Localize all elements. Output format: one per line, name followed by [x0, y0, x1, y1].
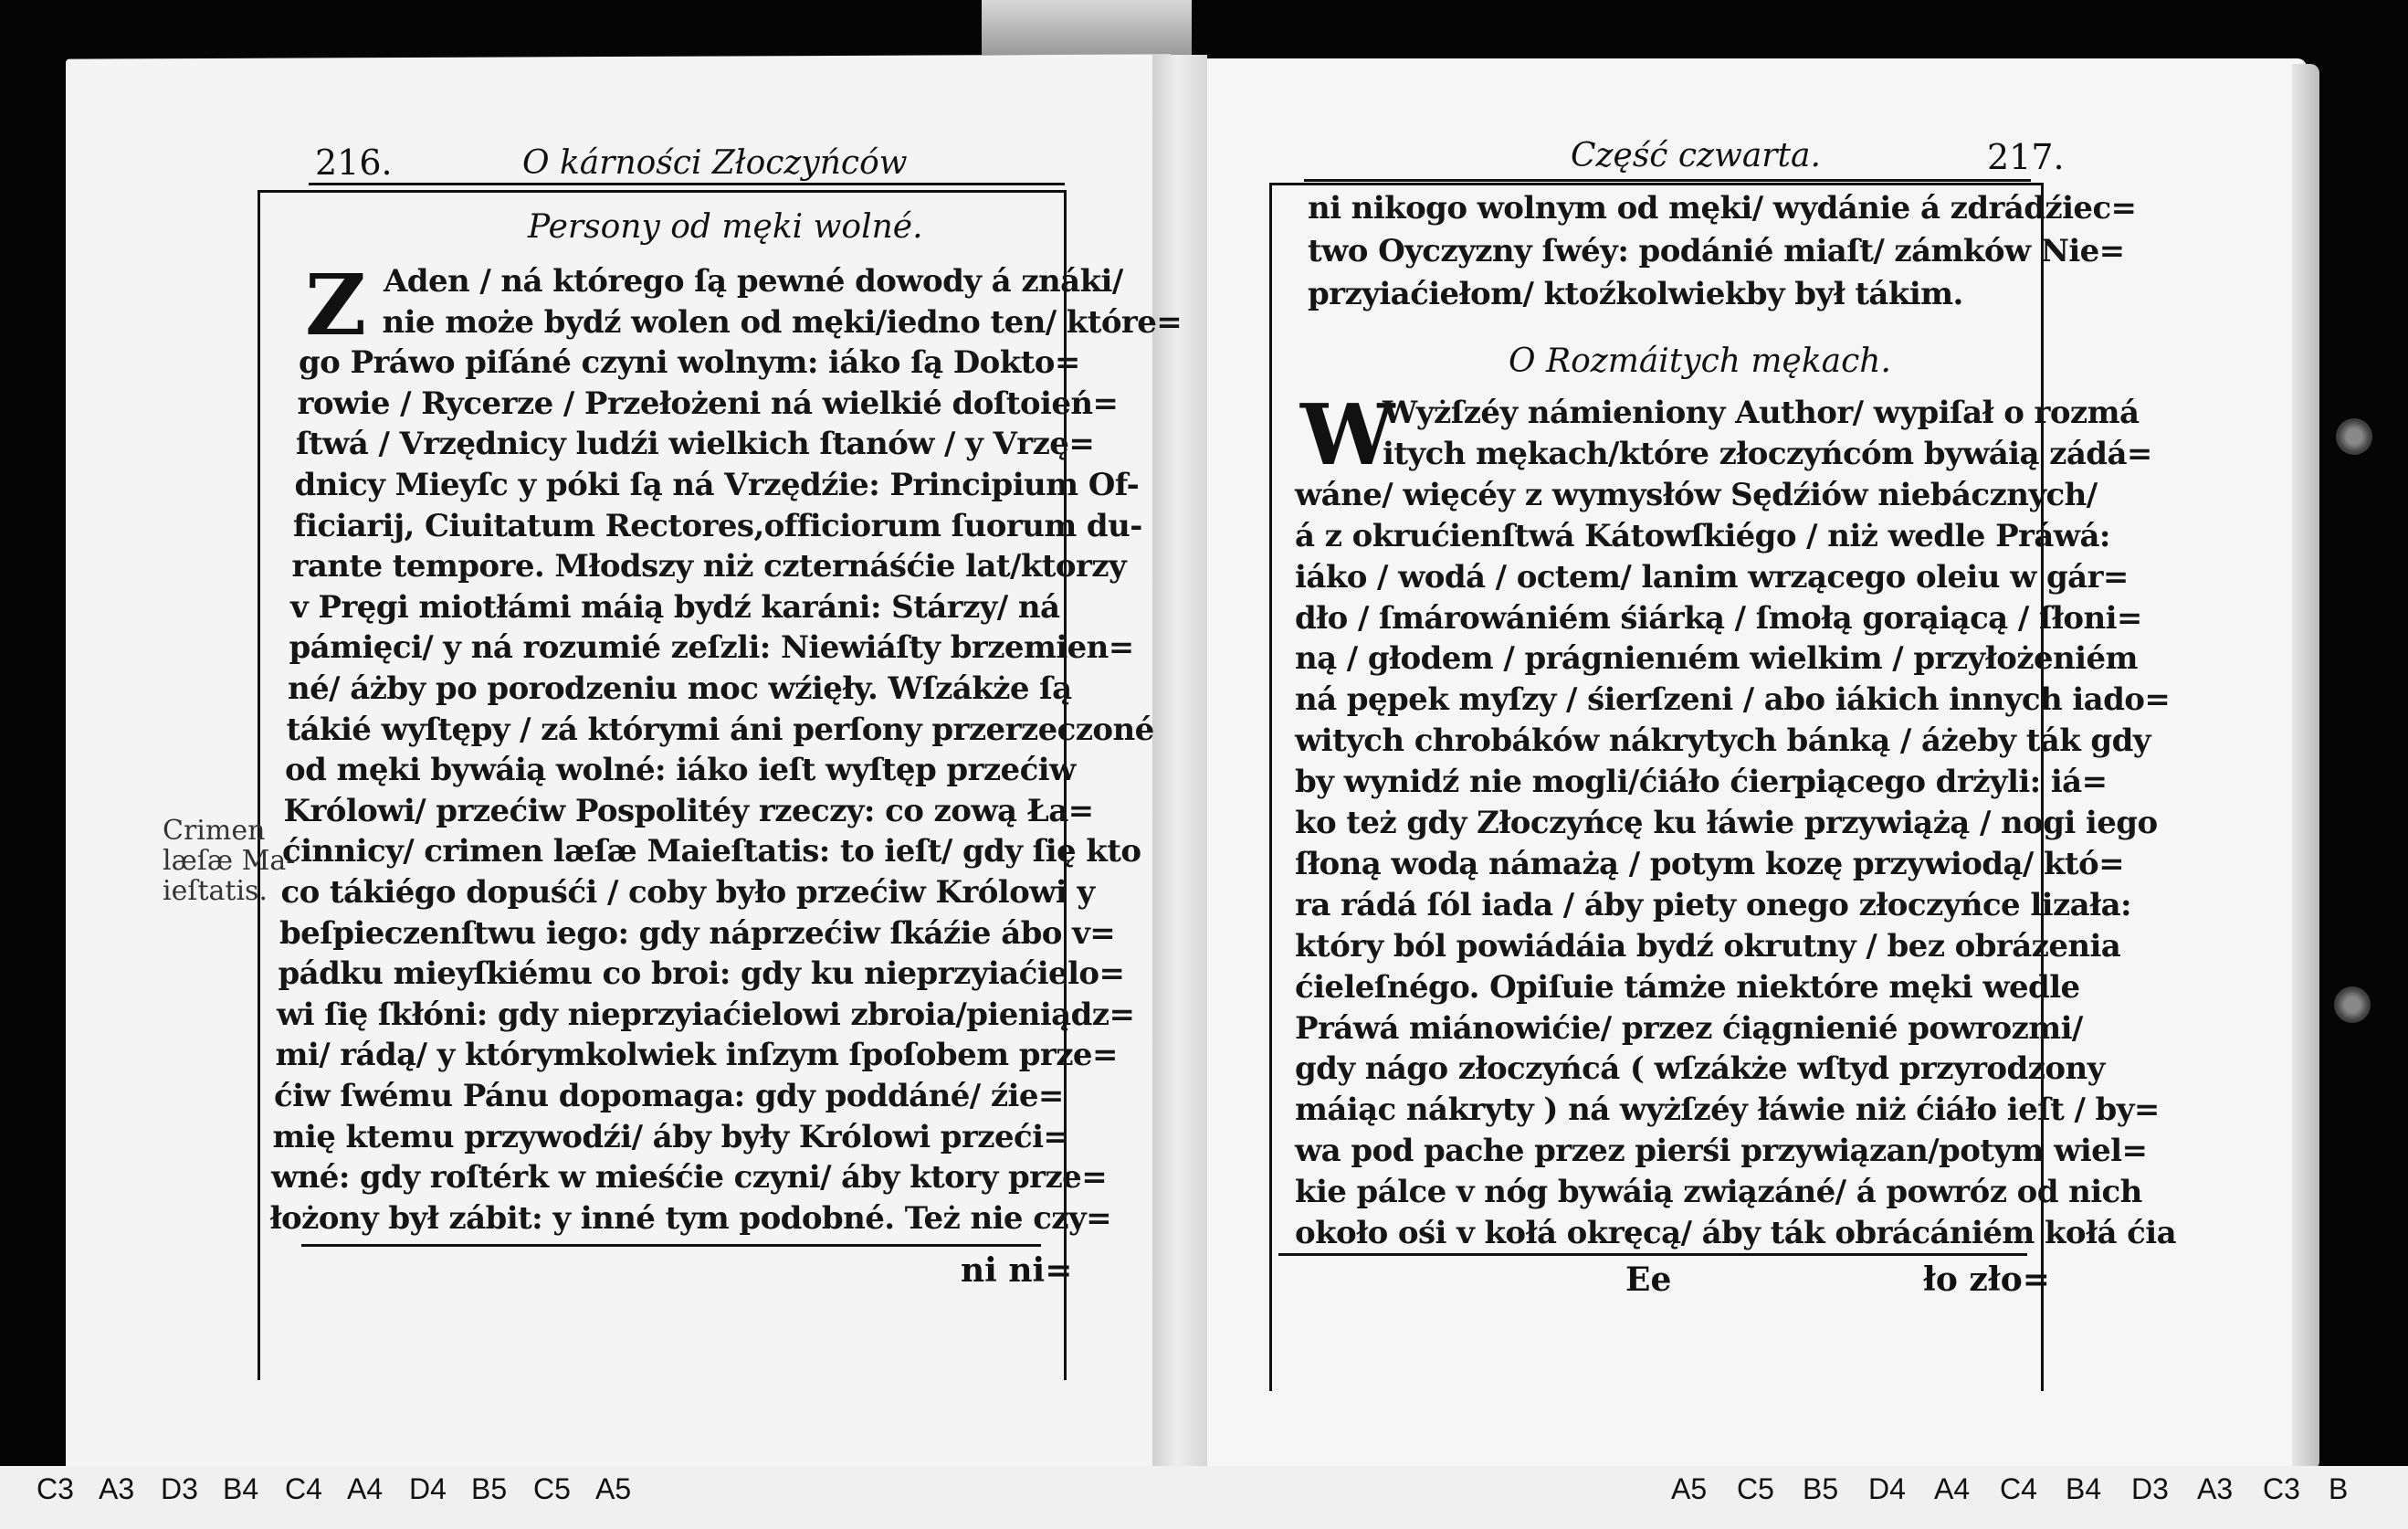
text-line: witych chrobáków nákrytych bánką / áżeby ták gdy [1295, 722, 2150, 760]
text-line: né/ áżby po porodzeniu moc wźięły. Wſzákże ſą [288, 670, 1072, 707]
text-line: ra rádá ſól iada / áby piety onego złoczyńce lizała: [1295, 886, 2131, 923]
text-line: by wynidź nie mogli/ćiáło ćierpiącego drżyli: iá= [1295, 764, 2108, 801]
text-line: máiąc nákryty ) ná wyżſzéy łáwie niż ćiáło ieſt / by= [1295, 1091, 2160, 1129]
film-mark: B4 [2066, 1472, 2102, 1505]
film-mark: D4 [1868, 1472, 1906, 1505]
text-line: á z okrućienſtwá Kátowſkiégo / niż wedle Práwá: [1295, 517, 2110, 554]
binding-hole [2336, 418, 2372, 455]
film-mark: A3 [2197, 1472, 2234, 1505]
left-foot-rule [301, 1244, 1041, 1247]
margin-note-line: læſæ Ma- [163, 845, 296, 877]
film-mark: A3 [99, 1472, 135, 1505]
text-line: ná pępek myſzy / śierſzeni / abo iákich innych iado= [1295, 681, 2171, 719]
film-mark: C5 [533, 1472, 571, 1505]
signature-mark: Ee [1625, 1260, 1672, 1299]
text-line: wi ſię ſkłóni: gdy nieprzyiaćielowi zbroia/pieniądz= [277, 996, 1135, 1033]
text-line: Aden / ná którego ſą pewné dowody á znáki/ [384, 263, 1123, 300]
text-line: beſpieczenſtwu iego: gdy náprzećiw ſkáźie ábo v= [279, 914, 1116, 952]
film-mark: D3 [161, 1472, 198, 1505]
film-mark: D3 [2131, 1472, 2169, 1505]
text-line: v Pręgi miotłámi máią bydź karáni: Stárzy/ ná [290, 588, 1060, 626]
text-line: nie może bydź wolen od męki/iedno ten/ które= [382, 303, 1183, 341]
text-line: ną / głodem / prágnienıém wielkim / przyłożeniém [1295, 640, 2138, 678]
film-mark: A4 [347, 1472, 384, 1505]
left-folio: 216. [315, 142, 393, 183]
film-mark: B5 [1803, 1472, 1839, 1505]
text-line: Wyżſzéy námieniony Author/ wypiſał o rozmá [1383, 395, 2140, 431]
text-line: itych mękach/które złoczyńcóm bywáią zádá= [1383, 435, 2152, 472]
film-mark: C5 [1737, 1472, 1774, 1505]
film-mark: B [2329, 1472, 2349, 1505]
text-line: ko też gdy Złoczyńcę ku łáwie przywiążą / nogi iego [1295, 805, 2158, 841]
right-running-head: Część czwarta. [1571, 137, 1821, 174]
right-section-heading: O Rozmáitych mękach. [1509, 343, 1891, 380]
text-line: pádku mieyſkiému co broi: gdy ku nieprzyiaćielo= [278, 955, 1125, 993]
binding-hole [2334, 986, 2371, 1023]
right-foot-rule [1278, 1253, 2027, 1256]
text-line: wné: gdy roſtérk w mieśćie czyni/ áby ktory prze= [271, 1159, 1108, 1197]
right-catchword: ło zło= [1923, 1260, 2050, 1299]
text-line: dnicy Mieyſc y póki ſą ná Vrzędźie: Principium Of- [294, 467, 1140, 503]
text-line: pámięci/ y ná rozumié zeſzli: Niewiáſty brzemien= [289, 629, 1134, 667]
scanner-light [982, 0, 1192, 55]
film-mark: C4 [285, 1472, 322, 1505]
text-line: ſłoną wodą námażą / potym kozę przywiodą/ któ= [1295, 845, 2124, 882]
text-line: rowie / Rycerze / Przełożeni ná wielkié doſtoień= [297, 385, 1119, 422]
text-line: około ośi v kołá okręcą/ áby ták obrácániém kołá ćia [1295, 1215, 2176, 1251]
film-mark: B4 [223, 1472, 259, 1505]
film-mark: C3 [37, 1472, 74, 1505]
text-line: mię ktemu przywodźi/ áby były Królowi przeći= [272, 1118, 1069, 1155]
right-head-rule [1304, 179, 2031, 182]
text-line: iáko / wodá / octem/ lanim wrzącego oleiu w gár= [1295, 558, 2129, 596]
text-line: dło / ſmárowániém śiárką / ſmołą gorąiącą / ſłoni= [1295, 599, 2142, 637]
text-line: Królowi/ przećiw Pospolitéy rzeczy: co zową Ła= [283, 792, 1094, 829]
text-line: wa pod pache przez pierśi przywiązan/potym wiel= [1295, 1133, 2148, 1170]
text-line: Práwá miánowićie/ przez ćiągnienié powrozmi/ [1295, 1009, 2083, 1047]
text-line: wáne/ więcéy z wymysłów Sędźiów niebácznych/ [1295, 476, 2098, 513]
text-line: kie pálce v nóg bywáią związáné/ á powróz od nich [1295, 1174, 2142, 1211]
text-line: mi/ rádą/ y którymkolwiek inſzym ſpoſobem prze= [275, 1037, 1118, 1074]
margin-note-line: ieſtatis. [163, 875, 268, 907]
left-running-head: O kárności Złoczyńców [522, 144, 908, 182]
film-mark: C3 [2263, 1472, 2300, 1505]
text-line: od męki bywáią wolné: iáko ieſt wyſtęp przećiw [285, 752, 1076, 789]
text-line: gdy nágo złoczyńcá ( wſzákże wſtyd przyrodzony [1295, 1050, 2105, 1088]
book-gutter [1152, 55, 1207, 1489]
drop-cap-w: W [1300, 385, 1395, 484]
film-mark: C4 [2000, 1472, 2037, 1505]
left-head-rule [309, 183, 1065, 185]
text-line: ni nikogo wolnym od męki/ wydánie á zdrádźiec= [1308, 190, 2137, 227]
text-line: tákié wyſtępy / zá którymi áni perſony przerzeczoné [286, 711, 1154, 748]
left-catchword: ni ni= [961, 1251, 1073, 1290]
right-folio: 217. [1987, 137, 2065, 177]
left-section-heading: Persony od męki wolné. [528, 208, 923, 246]
drop-cap-z: Z [305, 256, 367, 354]
text-line: przyiaćiełom/ ktoźkolwiekby był tákim. [1308, 276, 1963, 312]
film-mark: A5 [1671, 1472, 1708, 1505]
text-line: go Práwo piſáné czyni wolnym: iáko ſą Dokto= [299, 344, 1080, 382]
film-mark: A5 [595, 1472, 632, 1505]
text-line: rante tempore. Młodszy niż czternáśćie lat/ktorzy [291, 548, 1127, 585]
page-edges [2292, 64, 2319, 1471]
margin-note-line: Crimen [163, 815, 266, 847]
text-line: który ból powiádáia bydź okrutny / bez obrázenia [1295, 927, 2121, 965]
text-line: ſtwá / Vrzędnicy ludźi wielkich ſtanów / y Vrzę= [296, 426, 1095, 463]
text-line: ćiw ſwému Pánu dopomaga: gdy poddáné/ źie= [274, 1078, 1064, 1114]
film-mark: D4 [409, 1472, 447, 1505]
text-line: łożony był zábit: y inné tym podobné. Też nie czy= [269, 1199, 1112, 1237]
film-mark: A4 [1934, 1472, 1971, 1505]
text-line: co tákiégo dopuśći / coby było przećiw Królowi y [280, 874, 1095, 911]
text-line: ćinnicy/ crimen læſæ Maieſtatis: to ieſt/ gdy ſię kto [282, 833, 1141, 870]
text-line: ćieleſnégo. Opiſuie támże niektóre męki wedle [1295, 968, 2080, 1006]
text-line: ficiarij, Ciuitatum Rectores,officiorum ſuorum du- [293, 507, 1142, 544]
text-line: two Oyczyzny ſwéy: podánié miaſt/ zámków Nie= [1308, 233, 2125, 269]
film-mark: B5 [471, 1472, 508, 1505]
